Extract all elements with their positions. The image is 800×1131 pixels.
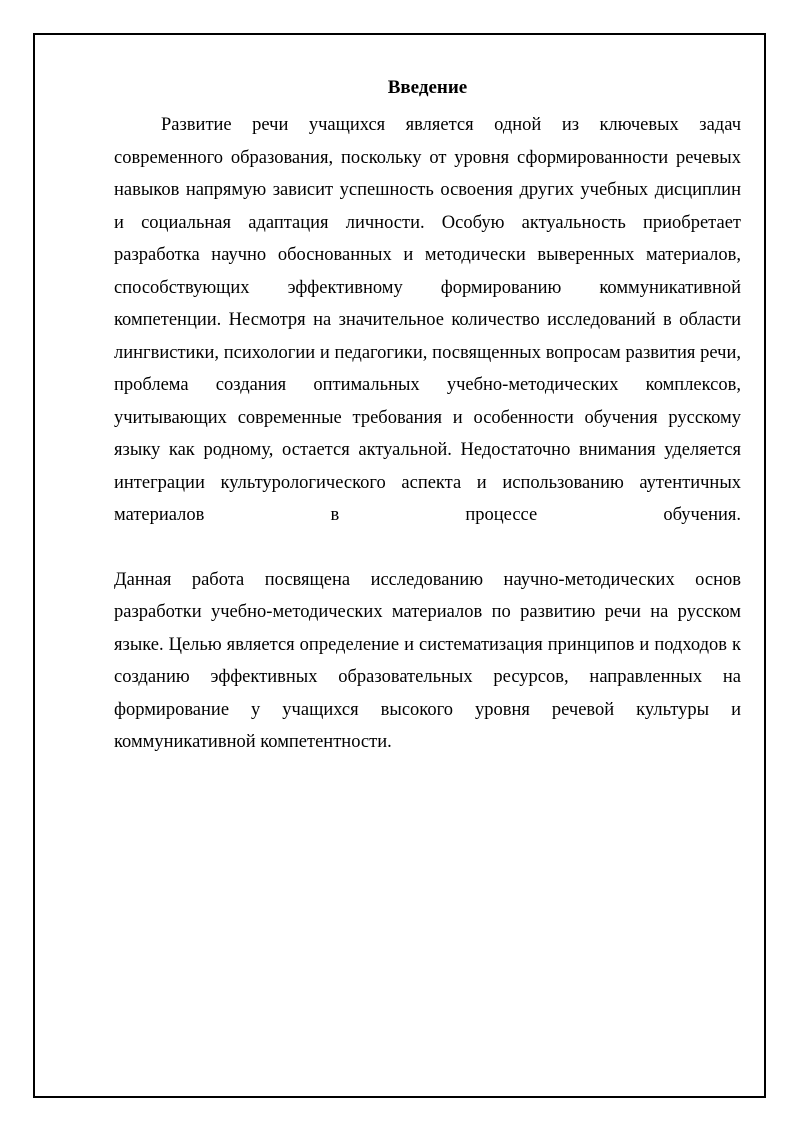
document-body	[114, 73, 741, 759]
page-title: Введение	[387, 77, 468, 98]
paragraph-purpose: Данная работа посвящена исследованию научно-методических основ разработки учебно-методических материалов по развитию речи на русском языке. Целью является определение и систематизация принципов и подходов к созданию эффективных образовательных ресурсов, направленных на формирование у учащихся высокого уровня речевой культуры и коммуникативной компетентности.	[114, 569, 741, 752]
paragraph-introduction: Развитие речи учащихся является одной из ключевых задач современного образования, поскольку от уровня сформированности речевых навыков напрямую зависит успешность освоения других учебных дисциплин и социальная адаптация личности. Особую актуальность приобретает разработка научно обоснованных и методически выверенных материалов, способствующих эффективному формированию коммуникативной компетенции. Несмотря на значительное количество исследований в области лингвистики, психологии и педагогики, посвященных вопросам развития речи, проблема создания оптимальных учебно-методических комплексов, учитывающих современные требования и особенности обучения русскому языку как родному, остается актуальной. Недостаточно внимания уделяется интеграции культурологического аспекта и использованию аутентичных материалов в процессе обучения.	[114, 115, 741, 525]
paragraph-spacer	[114, 532, 741, 564]
